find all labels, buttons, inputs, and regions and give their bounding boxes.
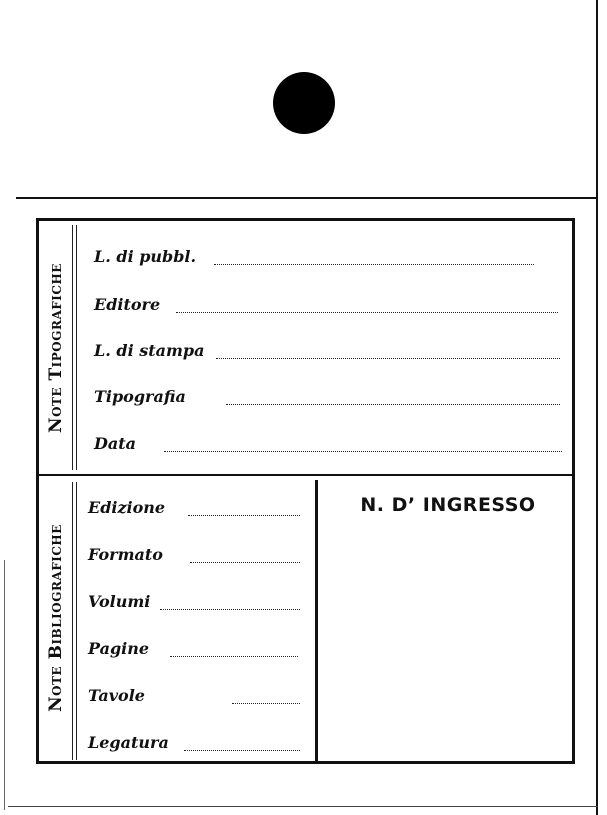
field-label-pagine: Pagine: [88, 639, 150, 658]
field-label-tavole: Tavole: [88, 686, 145, 705]
field-label-luogo-stampa: L. di stampa: [94, 341, 205, 360]
field-label-tipografia: Tipografia: [94, 387, 186, 406]
field-label-volumi: Volumi: [88, 592, 151, 611]
field-line-luogo-stampa[interactable]: [216, 358, 560, 359]
field-line-formato[interactable]: [190, 562, 300, 563]
bibliografiche-guide-line: [76, 482, 77, 760]
bibliografiche-guide-line: [72, 482, 73, 760]
field-line-pagine[interactable]: [170, 656, 298, 657]
section-divider: [39, 474, 572, 476]
field-line-tipografia[interactable]: [226, 404, 560, 405]
field-line-volumi[interactable]: [160, 609, 300, 610]
ingresso-entry-area[interactable]: [320, 525, 570, 760]
field-label-formato: Formato: [88, 545, 163, 564]
card-edge-right: [596, 0, 598, 815]
note-tipografiche-title: Note Tipografiche: [46, 263, 66, 433]
ingresso-label: N. D’ INGRESSO: [360, 494, 536, 516]
card-edge-left: [4, 560, 5, 810]
field-label-editore: Editore: [94, 295, 161, 314]
field-line-edizione[interactable]: [188, 515, 300, 516]
card-edge-bottom: [8, 806, 598, 807]
field-label-legatura: Legatura: [88, 733, 169, 752]
field-line-data[interactable]: [164, 451, 562, 452]
field-line-editore[interactable]: [176, 312, 558, 313]
ingresso-divider: [315, 480, 318, 762]
field-label-data: Data: [94, 434, 136, 453]
fold-line: [16, 197, 598, 199]
punch-hole: [273, 72, 335, 134]
field-label-luogo-pubblicazione: L. di pubbl.: [94, 247, 197, 266]
field-line-legatura[interactable]: [184, 750, 300, 751]
field-line-tavole[interactable]: [232, 703, 300, 704]
tipografiche-guide-line: [72, 225, 73, 470]
note-bibliografiche-title: Note Bibliografiche: [46, 524, 66, 712]
field-label-edizione: Edizione: [88, 498, 166, 517]
tipografiche-guide-line: [76, 225, 77, 470]
field-line-luogo-pubblicazione[interactable]: [214, 264, 534, 265]
